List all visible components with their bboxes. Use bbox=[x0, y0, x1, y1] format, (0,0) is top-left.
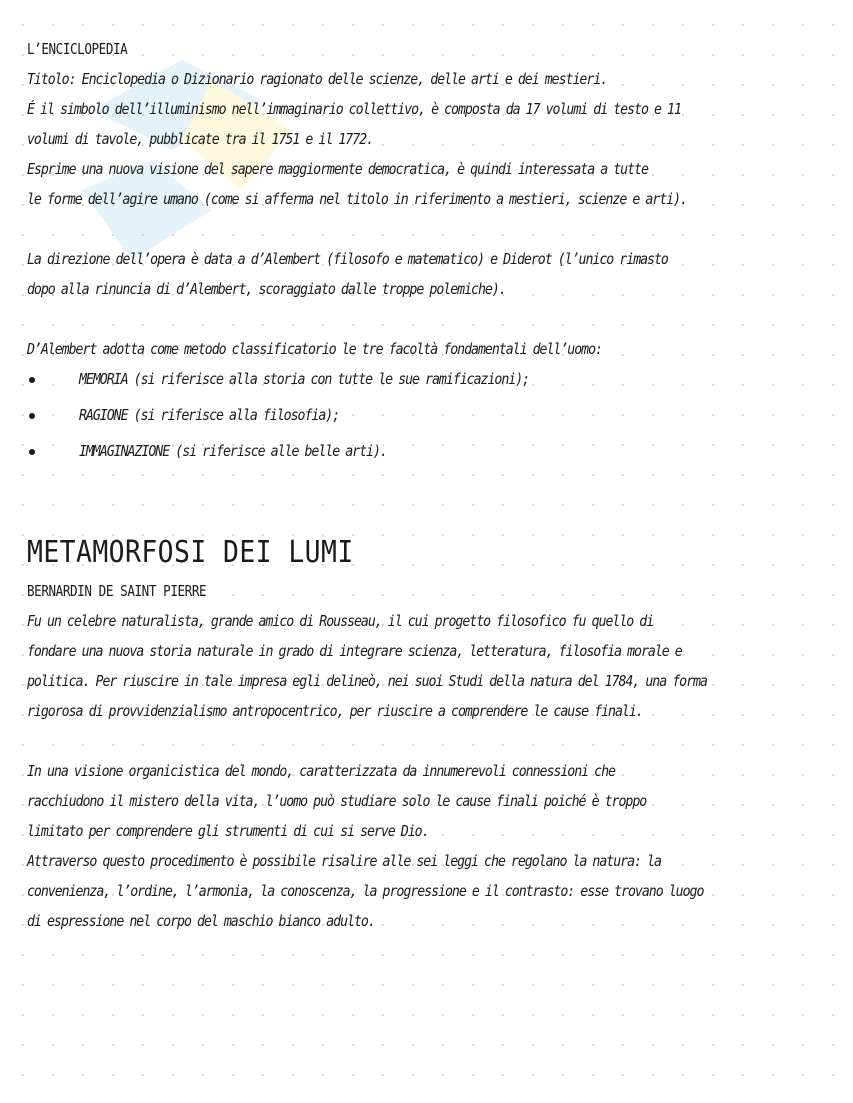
paragraph-gap bbox=[27, 726, 827, 756]
enciclopedia-paragraph-2 bbox=[27, 244, 827, 304]
metamorfosi-paragraph-2 bbox=[27, 756, 827, 936]
faculties-list bbox=[27, 364, 827, 472]
text-line: politica. Per riuscire in tale impresa egli delineò, nei suoi Studi della natura del 1784, una forma bbox=[27, 672, 707, 690]
text-line: Fu un celebre naturalista, grande amico di Rousseau, il cui progetto filosofico fu quello di bbox=[27, 612, 654, 630]
text-line: Titolo: Enciclopedia o Dizionario ragionato delle scienze, delle arti e dei mestieri. bbox=[27, 70, 608, 88]
enciclopedia-paragraph-1 bbox=[27, 64, 827, 214]
text-line: dopo alla rinuncia di d’Alembert, scoraggiato dalle troppe polemiche). bbox=[27, 280, 506, 298]
list-item bbox=[27, 400, 827, 436]
text-line: di espressione nel corpo del maschio bianco adulto. bbox=[27, 912, 375, 930]
text-line: convenienza, l’ordine, l’armonia, la conoscenza, la progressione e il contrasto: esse trovano luogo bbox=[27, 882, 704, 900]
text-line: La direzione dell’opera è data a d’Alembert (filosofo e matematico) e Diderot (l’unico rimasto bbox=[27, 250, 668, 268]
list-item-text: IMMAGINAZIONE (si riferisce alle belle arti). bbox=[79, 442, 387, 460]
notes-page bbox=[27, 34, 827, 936]
text-line: limitato per comprendere gli strumenti di cui si serve Dio. bbox=[27, 822, 429, 840]
section-title-enciclopedia: L’ENCICLOPEDIA bbox=[27, 40, 128, 58]
paragraph-gap bbox=[27, 304, 827, 334]
list-item-text: MEMORIA (si riferisce alla storia con tutte le sue ramificazioni); bbox=[79, 370, 530, 388]
enciclopedia-paragraph-3: D’Alembert adotta come metodo classificatorio le tre facoltà fondamentali dell’uomo: bbox=[27, 340, 602, 358]
bullet-icon bbox=[29, 413, 35, 419]
text-line: le forme dell’agire umano (come si afferma nel titolo in riferimento a mestieri, scienze e arti). bbox=[27, 190, 687, 208]
list-item bbox=[27, 436, 827, 472]
paragraph-gap bbox=[27, 214, 827, 244]
text-line: fondare una nuova storia naturale in grado di integrare scienza, letteratura, filosofia morale e bbox=[27, 642, 682, 660]
text-line: Attraverso questo procedimento è possibile risalire alle sei leggi che regolano la natura: la bbox=[27, 852, 661, 870]
metamorfosi-paragraph-1 bbox=[27, 606, 827, 726]
list-item bbox=[27, 364, 827, 400]
text-line: racchiudono il mistero della vita, l’uomo può studiare solo le cause finali poiché è troppo bbox=[27, 792, 647, 810]
list-item-text: RAGIONE (si riferisce alla filosofia); bbox=[79, 406, 340, 424]
section-subtitle-bernardin: BERNARDIN DE SAINT PIERRE bbox=[27, 582, 207, 600]
bullet-icon bbox=[29, 377, 35, 383]
text-line: É il simbolo dell’illuminismo nell’immaginario collettivo, è composta da 17 volumi di testo e 11 bbox=[27, 100, 681, 118]
section-title-metamorfosi: METAMORFOSI DEI LUMI bbox=[27, 535, 354, 570]
text-line: rigorosa di provvidenzialismo antropocentrico, per riuscire a comprendere le cause finali. bbox=[27, 702, 643, 720]
text-line: Esprime una nuova visione del sapere maggiormente democratica, è quindi interessata a tutte bbox=[27, 160, 648, 178]
text-line: In una visione organicistica del mondo, caratterizzata da innumerevoli connessioni che bbox=[27, 762, 615, 780]
text-line: volumi di tavole, pubblicate tra il 1751 e il 1772. bbox=[27, 130, 374, 148]
bullet-icon bbox=[29, 449, 35, 455]
